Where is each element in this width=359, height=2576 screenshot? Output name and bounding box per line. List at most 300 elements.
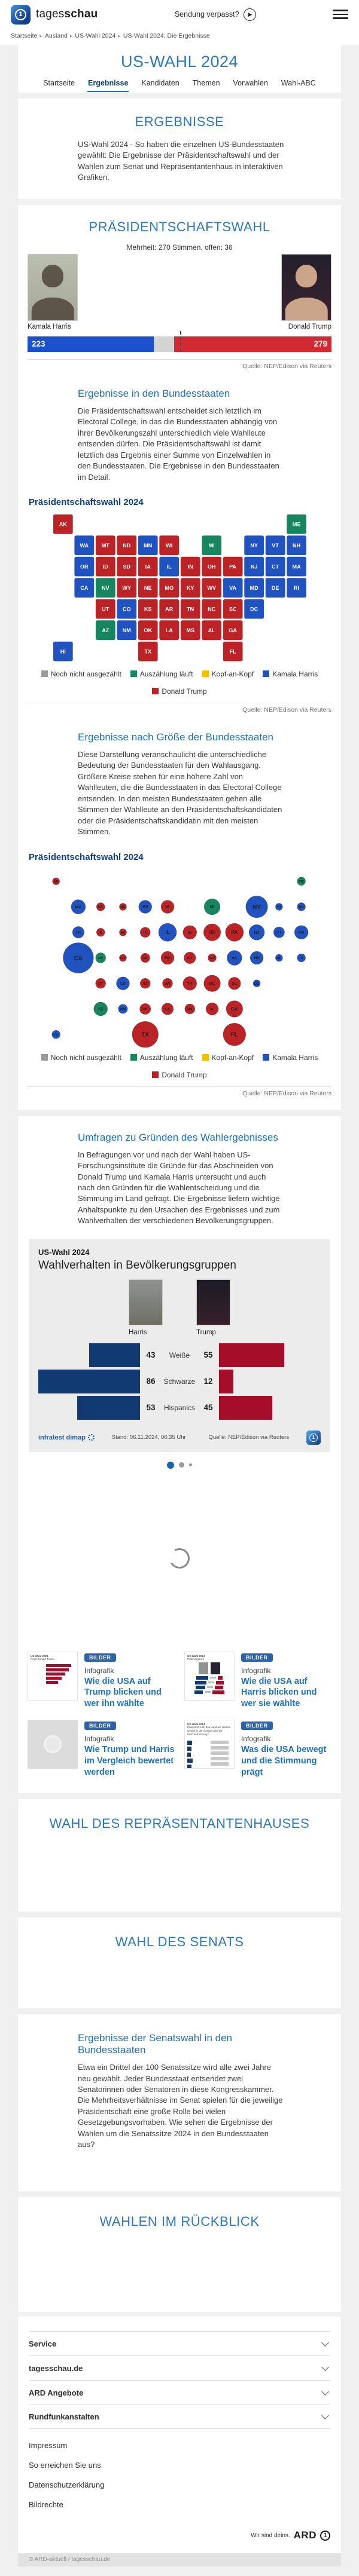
- state-bubble-AK[interactable]: [53, 877, 60, 884]
- state-tile-KY[interactable]: [181, 578, 200, 598]
- legend-item: Kamala Harris: [263, 1053, 318, 1062]
- candidate-trump: [281, 254, 331, 330]
- svg-text:AK: AK: [59, 521, 67, 528]
- teaser-kicker: Infografik: [84, 1735, 114, 1744]
- state-bubble-WY[interactable]: [119, 954, 126, 961]
- state-bubble-PA[interactable]: [226, 923, 244, 941]
- source-line: Quelle: NEP/Edison via Reuters: [242, 1089, 331, 1097]
- state-bubble-DE[interactable]: [275, 954, 282, 961]
- footer-accordion-tagesschau-de[interactable]: [29, 2356, 330, 2380]
- state-bubble-CT[interactable]: [273, 927, 284, 938]
- sendung-verpasst-label: Sendung verpasst?: [174, 10, 239, 19]
- state-tile-AK[interactable]: [53, 514, 73, 534]
- senat-card: [18, 1918, 341, 2008]
- page-title: US-WAHL 2024: [120, 53, 239, 71]
- state-tile-TX[interactable]: [138, 642, 158, 661]
- state-tile-NV[interactable]: [96, 578, 115, 598]
- svg-text:FL: FL: [229, 648, 236, 655]
- svg-text:WV: WV: [207, 584, 216, 591]
- svg-text:AL: AL: [209, 1007, 215, 1012]
- svg-text:IL: IL: [166, 563, 172, 570]
- svg-text:MD: MD: [254, 956, 260, 960]
- svg-text:OH: OH: [207, 563, 216, 570]
- teaser-title[interactable]: Wie die USA auf Trump blicken und wer ihn wählte: [84, 1676, 162, 1708]
- svg-text:WV: WV: [209, 956, 215, 960]
- state-bubble-ID[interactable]: [96, 928, 105, 936]
- svg-text:ND: ND: [123, 542, 131, 549]
- legend-swatch: [41, 1054, 48, 1061]
- state-tile-MI[interactable]: [202, 535, 221, 555]
- category-label: Schwarze: [163, 1377, 196, 1386]
- state-tile-WI[interactable]: [159, 535, 179, 555]
- state-tile-MT[interactable]: [96, 535, 115, 555]
- state-tile-ME[interactable]: [287, 514, 306, 534]
- teaser-card-3[interactable]: [184, 1720, 331, 1778]
- state-bubble-AR[interactable]: [163, 978, 173, 988]
- state-bubble-NY[interactable]: [246, 896, 268, 918]
- state-bubble-SC[interactable]: [228, 977, 241, 990]
- tab-ergebnisse[interactable]: Ergebnisse: [87, 76, 129, 92]
- chevron-down-icon: [321, 2388, 329, 2396]
- ard-one-icon: 1: [320, 2531, 330, 2541]
- state-bubble-MS[interactable]: [185, 1004, 195, 1014]
- trump-value: 12: [203, 1377, 213, 1386]
- state-tile-NH[interactable]: [287, 535, 306, 555]
- state-tile-SC[interactable]: [223, 599, 243, 619]
- svg-text:UT: UT: [102, 606, 109, 612]
- svg-text:ND: ND: [120, 905, 126, 909]
- state-bubble-VT[interactable]: [275, 903, 282, 910]
- footer-accordion-rundfunkanstalten[interactable]: [29, 2405, 330, 2429]
- trump-votes-segment: 279: [174, 336, 331, 352]
- svg-text:RI: RI: [294, 584, 300, 591]
- svg-text:AR: AR: [165, 606, 174, 612]
- svg-text:NJ: NJ: [250, 563, 258, 570]
- teaser-card-0[interactable]: [28, 1652, 175, 1710]
- bilder-badge: BILDER: [84, 1722, 116, 1730]
- svg-text:OK: OK: [142, 1007, 148, 1012]
- legend-item: Donald Trump: [152, 1071, 206, 1079]
- state-tile-NY[interactable]: [244, 535, 264, 555]
- state-bubble-NJ[interactable]: [249, 924, 264, 940]
- svg-text:MT: MT: [101, 542, 109, 549]
- state-bubble-NV[interactable]: [96, 952, 106, 963]
- svg-text:AR: AR: [165, 982, 171, 986]
- wahlverhalten-chart-card: [29, 1239, 330, 1452]
- legend-swatch: [152, 1071, 159, 1078]
- us-states-result-map[interactable]: [39, 513, 320, 664]
- state-bubble-IN[interactable]: [183, 925, 197, 939]
- svg-text:KS: KS: [144, 606, 152, 612]
- state-tile-OH[interactable]: [202, 557, 221, 577]
- legend-item: Donald Trump: [152, 687, 206, 696]
- harris-bar: [77, 1396, 140, 1420]
- svg-text:PA: PA: [231, 929, 238, 935]
- divider: [28, 359, 331, 360]
- breadcrumb-separator: ▸: [69, 33, 73, 39]
- open-votes-segment: [154, 336, 174, 352]
- state-tile-PA[interactable]: [223, 557, 243, 577]
- svg-text:OH: OH: [208, 929, 216, 935]
- state-bubble-NC[interactable]: [204, 975, 221, 992]
- svg-text:AL: AL: [208, 627, 215, 633]
- state-bubble-CA[interactable]: [63, 942, 94, 973]
- teaser-kicker: Infografik: [241, 1735, 271, 1744]
- state-tile-OK[interactable]: [138, 620, 158, 640]
- legend-item: Kamala Harris: [263, 670, 318, 678]
- state-bubble-WV[interactable]: [208, 954, 217, 962]
- state-bubble-MT[interactable]: [96, 902, 105, 911]
- state-bubble-OK[interactable]: [140, 1003, 151, 1014]
- state-bubble-UT[interactable]: [96, 978, 106, 988]
- tab-wahl-abc[interactable]: Wahl-ABC: [281, 79, 316, 87]
- harris-caption: Kamala Harris: [28, 323, 71, 330]
- footer: [18, 2317, 341, 2566]
- us-states-bubble-map[interactable]: [27, 868, 332, 1047]
- svg-text:SD: SD: [120, 930, 126, 935]
- state-tile-MO[interactable]: [159, 578, 179, 598]
- state-tile-SD[interactable]: [117, 557, 136, 577]
- state-tile-AL[interactable]: [202, 620, 221, 640]
- svg-text:WI: WI: [166, 542, 173, 549]
- state-tile-CA[interactable]: [74, 578, 94, 598]
- svg-text:MN: MN: [144, 542, 153, 549]
- ard-logo-icon: 1: [306, 1431, 321, 1445]
- state-bubble-OR[interactable]: [72, 926, 84, 938]
- teaser-grid: [28, 1652, 331, 1778]
- breadcrumb-item: US-Wahl 2024: Die Ergebnisse: [123, 32, 210, 39]
- tagesschau-logo-icon[interactable]: [11, 5, 31, 24]
- footer-accordion-ard-angebote[interactable]: [29, 2380, 330, 2405]
- majority-marker: [180, 331, 181, 352]
- state-bubble-NH[interactable]: [297, 902, 306, 911]
- harris-value: 86: [146, 1377, 156, 1386]
- svg-text:VT: VT: [272, 542, 279, 549]
- svg-text:DE: DE: [271, 584, 279, 591]
- svg-text:CT: CT: [276, 930, 282, 935]
- legend-item: Kopf-an-Kopf: [202, 670, 254, 678]
- svg-text:CA: CA: [74, 955, 83, 962]
- svg-text:MS: MS: [187, 1007, 193, 1012]
- trump-thumb-photo: [196, 1279, 230, 1325]
- state-tile-ND[interactable]: [117, 535, 136, 555]
- svg-text:OK: OK: [144, 627, 153, 633]
- state-tile-IA[interactable]: [138, 557, 158, 577]
- state-tile-IN[interactable]: [181, 557, 200, 577]
- svg-text:KS: KS: [142, 982, 148, 986]
- svg-text:NH: NH: [293, 542, 301, 549]
- senatswahl-card: [18, 2014, 341, 2191]
- svg-text:WY: WY: [120, 956, 126, 960]
- breadcrumb-item[interactable]: Startseite: [11, 32, 38, 39]
- rueckblick-title: WAHLEN IM RÜCKBLICK: [99, 2214, 260, 2229]
- state-tile-VA[interactable]: [223, 578, 243, 598]
- tab-themen[interactable]: Themen: [192, 79, 220, 87]
- state-bubble-IL[interactable]: [159, 923, 177, 941]
- repraesentantenhaus-title: WAHL DES REPRÄSENTANTENHAUSES: [49, 1816, 310, 1831]
- state-bubble-CO[interactable]: [117, 976, 130, 990]
- state-bubble-KY[interactable]: [184, 952, 196, 964]
- legend-item: Auszählung läuft: [130, 670, 193, 678]
- state-tile-UT[interactable]: [96, 599, 115, 619]
- svg-text:MA: MA: [292, 563, 301, 570]
- state-bubble-DC[interactable]: [253, 979, 260, 987]
- state-bubble-SD[interactable]: [119, 929, 126, 936]
- state-tile-TN[interactable]: [181, 599, 200, 619]
- stand-label: Stand: 06.11.2024, 06:35 Uhr: [111, 1434, 186, 1441]
- teaser-card-1[interactable]: [184, 1652, 331, 1710]
- carousel-dot[interactable]: [179, 1462, 184, 1468]
- state-tile-DC[interactable]: [244, 599, 264, 619]
- bubble-chart-title: Präsidentschaftswahl 2024: [29, 851, 144, 862]
- top-bar: [0, 0, 359, 29]
- state-tile-DE[interactable]: [266, 578, 285, 598]
- legend-swatch: [130, 1054, 137, 1061]
- state-bubble-LA[interactable]: [162, 1003, 174, 1015]
- teaser-thumbnail[interactable]: US-Wahl 2024 Entwickelt sich das Land auf diesem Gebiet in die richtige oder die falsche Richtung?: [184, 1720, 235, 1769]
- state-tile-IL[interactable]: [159, 557, 179, 577]
- state-tile-HI[interactable]: [53, 642, 73, 661]
- state-bubble-MO[interactable]: [161, 951, 174, 964]
- legend-swatch: [202, 1054, 209, 1061]
- svg-text:NC: NC: [209, 980, 216, 986]
- state-bubble-MI[interactable]: [204, 899, 220, 915]
- svg-text:MO: MO: [165, 584, 174, 591]
- svg-text:AZ: AZ: [98, 1007, 104, 1012]
- state-tile-OR[interactable]: [74, 557, 94, 577]
- svg-text:FL: FL: [230, 1031, 238, 1039]
- svg-text:TN: TN: [187, 981, 193, 986]
- play-icon[interactable]: ▶: [244, 8, 256, 21]
- svg-text:MO: MO: [165, 956, 171, 960]
- state-tile-NE[interactable]: [138, 578, 158, 598]
- state-bubble-MN[interactable]: [139, 900, 152, 913]
- trump-value: 55: [203, 1350, 213, 1360]
- state-tile-FL[interactable]: [223, 642, 243, 661]
- svg-text:MD: MD: [250, 584, 258, 591]
- state-tile-NC[interactable]: [202, 599, 221, 619]
- state-bubble-VA[interactable]: [227, 950, 242, 965]
- state-bubble-MA[interactable]: [294, 925, 308, 939]
- state-bubble-TN[interactable]: [183, 976, 197, 990]
- teaser-card-2[interactable]: [28, 1720, 175, 1778]
- accordion-label: tagesschau.de: [29, 2363, 83, 2373]
- map-legend: [18, 670, 341, 696]
- teaser-kicker: Infografik: [241, 1666, 271, 1675]
- svg-text:TX: TX: [141, 1031, 150, 1039]
- svg-text:MT: MT: [98, 905, 104, 909]
- ard-wordmark: ARD: [293, 2529, 317, 2541]
- svg-text:MS: MS: [186, 627, 195, 633]
- brand-wordmark[interactable]: tagesschau: [36, 8, 98, 20]
- candidate-harris: [28, 254, 78, 330]
- state-tile-ID[interactable]: [96, 557, 115, 577]
- breadcrumb-separator: ▸: [39, 33, 42, 39]
- state-tile-LA[interactable]: [159, 620, 179, 640]
- globe-1-icon: 1: [15, 9, 26, 20]
- state-bubble-AL[interactable]: [206, 1003, 218, 1015]
- state-tile-WY[interactable]: [117, 578, 136, 598]
- state-tile-AZ[interactable]: [96, 620, 115, 640]
- svg-text:MI: MI: [208, 542, 215, 549]
- breadcrumb-item[interactable]: US-Wahl 2024: [75, 32, 116, 39]
- state-bubble-ND[interactable]: [119, 903, 126, 910]
- harris-label: Harris: [129, 1328, 147, 1336]
- teaser-title[interactable]: Was die USA bewegt und die Stimmung prägt: [241, 1745, 327, 1777]
- state-tile-MN[interactable]: [138, 535, 158, 555]
- svg-text:NY: NY: [250, 542, 258, 549]
- footer-link-bildrechte[interactable]: Bildrechte: [29, 2500, 63, 2510]
- state-bubble-HI[interactable]: [52, 1030, 60, 1039]
- praesidentschaftswahl-card: [18, 205, 341, 1110]
- state-tile-AR[interactable]: [159, 599, 179, 619]
- harris-bar: [38, 1370, 140, 1393]
- state-tile-MD[interactable]: [244, 578, 264, 598]
- trump-bar: [219, 1343, 284, 1367]
- state-tile-CT[interactable]: [266, 557, 285, 577]
- sendung-verpasst-link[interactable]: [175, 8, 256, 21]
- electoral-college-bar: [28, 336, 331, 352]
- tab-vorwahlen[interactable]: Vorwahlen: [233, 79, 268, 87]
- harris-photo: [28, 254, 78, 321]
- state-bubble-MD[interactable]: [250, 951, 263, 964]
- state-bubble-NM[interactable]: [118, 1004, 127, 1013]
- footer-accordion-service[interactable]: [29, 2331, 330, 2356]
- teaser-kicker: Infografik: [84, 1666, 114, 1675]
- svg-text:VT: VT: [276, 905, 282, 909]
- state-bubble-AZ[interactable]: [94, 1002, 108, 1016]
- state-tile-CO[interactable]: [117, 599, 136, 619]
- groesse-text: Diese Darstellung veranschaulicht die unterschiedliche Bedeutung der Bundesstaaten für den Wahlausgang. Größere Kreise stehen für eine höhere Zahl von Wahlleuten, die die Bundesstaaten in das Electoral College entsenden. In den meisten Bundesstaaten gehen alle Stimmen der Wahlleute an den Präsidentschaftskandidaten oder die Präsidentschaftskandidatin mit den meisten Stimmen.: [78, 749, 282, 837]
- bilder-badge: BILDER: [84, 1653, 116, 1662]
- ard-brand-row[interactable]: [29, 2529, 330, 2541]
- svg-text:ME: ME: [292, 521, 301, 528]
- svg-text:WA: WA: [75, 905, 82, 909]
- svg-text:IN: IN: [188, 930, 192, 935]
- teaser-thumbnail[interactable]: US-Wahl 2024 Profilvergleich: [184, 1652, 235, 1701]
- svg-text:NH: NH: [299, 905, 304, 909]
- svg-text:TN: TN: [187, 606, 194, 612]
- svg-text:NM: NM: [122, 627, 131, 633]
- state-tile-MS[interactable]: [181, 620, 200, 640]
- svg-text:IL: IL: [165, 929, 170, 935]
- state-tile-WV[interactable]: [202, 578, 221, 598]
- chart-kicker: US-Wahl 2024: [38, 1247, 90, 1257]
- svg-text:OR: OR: [75, 930, 81, 935]
- trump-photo: [281, 254, 331, 321]
- state-tile-WA[interactable]: [74, 535, 94, 555]
- svg-text:WA: WA: [80, 542, 89, 549]
- state-tile-KS[interactable]: [138, 599, 158, 619]
- tab-startseite[interactable]: Startseite: [43, 79, 75, 87]
- state-bubble-TX[interactable]: [132, 1021, 159, 1047]
- footer-link-so-erreichen-sie-uns[interactable]: So erreichen Sie uns: [29, 2461, 101, 2470]
- legend-swatch: [263, 670, 269, 677]
- carousel-dot[interactable]: [167, 1462, 174, 1469]
- state-bubble-FL[interactable]: [223, 1023, 246, 1046]
- category-label: Hispanics: [163, 1403, 196, 1412]
- bilder-badge: BILDER: [241, 1653, 273, 1662]
- svg-text:KY: KY: [186, 584, 194, 591]
- state-bubble-IA[interactable]: [140, 927, 150, 937]
- footer-link-impressum[interactable]: Impressum: [29, 2441, 68, 2451]
- chart-title: Wahlverhalten in Bevölkerungsgruppen: [38, 1258, 236, 1272]
- state-bubble-KS[interactable]: [140, 978, 150, 988]
- legend-swatch: [41, 670, 48, 677]
- tab-kandidaten[interactable]: Kandidaten: [141, 79, 180, 87]
- trump-bar: [219, 1370, 233, 1393]
- state-bubble-NE[interactable]: [141, 953, 150, 962]
- svg-text:GA: GA: [231, 1006, 238, 1012]
- legend-item: Noch nicht ausgezählt: [41, 670, 121, 678]
- source-line: Quelle: NEP/Edison via Reuters: [242, 362, 331, 370]
- state-bubble-ME[interactable]: [297, 877, 306, 886]
- svg-text:NY: NY: [252, 903, 261, 911]
- loading-area: [18, 1469, 341, 1648]
- svg-text:UT: UT: [98, 982, 104, 986]
- svg-text:PA: PA: [229, 563, 237, 570]
- state-bubble-GA[interactable]: [226, 1000, 243, 1017]
- state-bubble-WA[interactable]: [71, 899, 86, 914]
- chart-source: Quelle: NEP/Edison via Reuters: [208, 1434, 290, 1441]
- loading-spinner-icon: [167, 1546, 192, 1571]
- senatswahl-heading: Ergebnisse der Senatswahl in den Bundesstaaten: [78, 2032, 232, 2056]
- teaser-title[interactable]: Wie Trump und Harris im Vergleich bewertet werden: [84, 1745, 175, 1777]
- staaten-heading: Ergebnisse in den Bundesstaaten: [78, 387, 230, 399]
- state-tile-VT[interactable]: [266, 535, 285, 555]
- footer-link-datenschutzerkl-rung[interactable]: Datenschutzerklärung: [29, 2480, 105, 2490]
- state-bubble-WI[interactable]: [161, 900, 174, 913]
- staaten-text: Die Präsidentschaftswahl entscheidet sich letztlich im Electoral College, in das die Bundesstaaten abhängig von ihrer Bevölkerungszahl unterschiedlich viele Wahlleute entsenden dürfen. Die Präsidentschaftswahl ist damit letztlich das Ergebnis einer Summe von Einzelwahlen in den Bundesstaaten. Die Ergebnisse in den Bundesstaaten im Detail.: [78, 406, 279, 482]
- svg-text:DE: DE: [276, 956, 282, 960]
- senat-title: WAHL DES SENATS: [115, 1934, 244, 1950]
- groesse-heading: Ergebnisse nach Größe der Bundesstaaten: [78, 731, 273, 743]
- umfragen-heading: Umfragen zu Gründen des Wahlergebnisses: [78, 1131, 278, 1143]
- teaser-thumbnail[interactable]: US-Wahl 2024 Profil Donald Trump: [28, 1652, 78, 1701]
- legend-swatch: [263, 1054, 269, 1061]
- state-tile-MA[interactable]: [287, 557, 306, 577]
- demographic-row: [38, 1395, 321, 1421]
- legend-swatch: [152, 688, 159, 694]
- accordion-label: Service: [29, 2339, 57, 2348]
- copyright-line: © ARD-aktuell / tagesschau.de: [18, 2553, 341, 2566]
- svg-text:RI: RI: [299, 956, 303, 960]
- svg-text:CO: CO: [120, 982, 126, 986]
- hero-card: [18, 45, 341, 93]
- svg-text:LA: LA: [165, 1007, 170, 1012]
- harris-votes-segment: 223: [28, 336, 154, 352]
- svg-text:AK: AK: [53, 880, 59, 884]
- state-tile-NJ[interactable]: [244, 557, 264, 577]
- teaser-title[interactable]: Wie die USA auf Harris blicken und wer sie wählte: [241, 1676, 317, 1708]
- state-bubble-RI[interactable]: [297, 954, 306, 962]
- praesidentschaftswahl-title: PRÄSIDENTSCHAFTSWAHL: [89, 219, 270, 234]
- breadcrumb-item[interactable]: Ausland: [44, 32, 68, 39]
- state-tile-RI[interactable]: [287, 578, 306, 598]
- state-tile-NM[interactable]: [117, 620, 136, 640]
- menu-icon[interactable]: [333, 10, 348, 19]
- legend-item: Auszählung läuft: [130, 1053, 193, 1062]
- state-tile-GA[interactable]: [223, 620, 243, 640]
- svg-text:IN: IN: [187, 563, 193, 570]
- teaser-thumbnail[interactable]: [28, 1720, 78, 1769]
- demographic-row: [38, 1368, 321, 1395]
- svg-text:IA: IA: [145, 563, 151, 570]
- rueckblick-card: [18, 2197, 341, 2312]
- carousel-dot[interactable]: [189, 1463, 192, 1466]
- svg-text:ME: ME: [299, 880, 305, 884]
- state-bubble-OH[interactable]: [203, 924, 220, 941]
